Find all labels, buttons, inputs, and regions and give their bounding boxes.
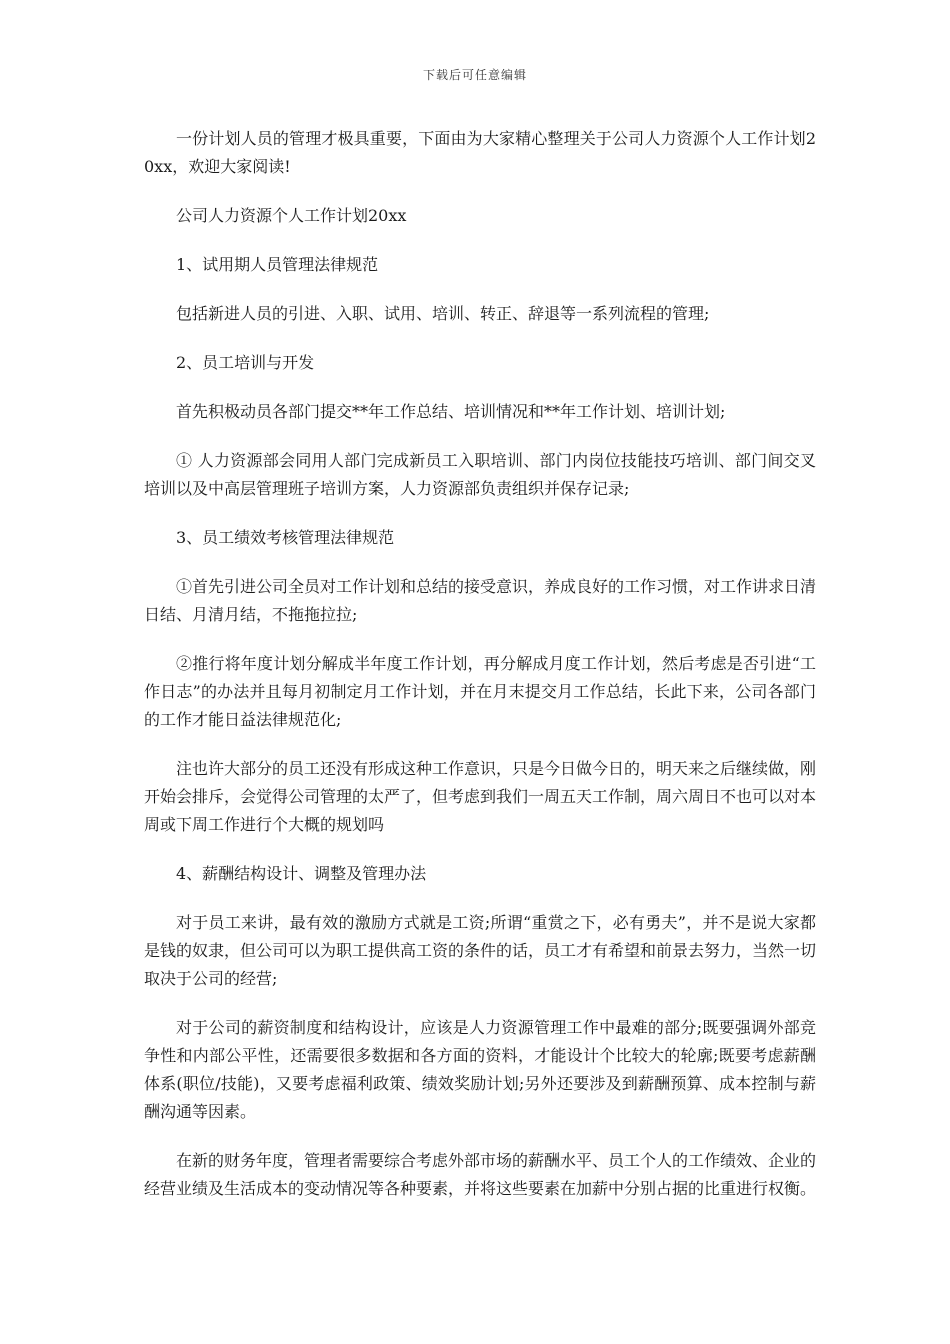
section-heading-3: 3、员工绩效考核管理法律规范 — [176, 528, 395, 547]
paragraph: 对于员工来讲，最有效的激励方式就是工资;所谓“重赏之下，必有勇夫”，并不是说大家都是钱的奴隶，但公司可以为职工提供高工资的条件的话，员工才有希望和前景去努力，当然一切取决于公司的经营; — [144, 913, 817, 988]
page-header: 下载后可任意编辑 — [422, 68, 527, 82]
section-heading-2: 2、员工培训与开发 — [176, 353, 315, 372]
paragraph: ① 人力资源部会同用人部门完成新员工入职培训、部门内岗位技能技巧培训、部门间交叉培训以及中高层管理班子培训方案，人力资源部负责组织并保存记录; — [144, 451, 816, 498]
paragraph: 包括新进人员的引进、入职、试用、培训、转正、辞退等一系列流程的管理; — [176, 304, 710, 323]
paragraph: 对于公司的薪资制度和结构设计，应该是人力资源管理工作中最难的部分;既要强调外部竞争性和内部公平性，还需要很多数据和各方面的资料，才能设计个比较大的轮廓;既要考虑薪酬体系(职位/技能)，又要考虑福利政策、绩效奖励计划;另外还要涉及到薪酬预算、成本控制与薪酬沟通等因素。 — [144, 1018, 816, 1121]
paragraph: 注也许大部分的员工还没有形成这种工作意识，只是今日做今日的，明天来之后继续做，刚开始会排斥，会觉得公司管理的太严了，但考虑到我们一周五天工作制，周六周日不也可以对本周或下周工作进行个大概的规划吗 — [144, 759, 817, 834]
paragraph: ②推行将年度计划分解成半年度工作计划，再分解成月度工作计划，然后考虑是否引进“工作日志”的办法并且每月初制定月工作计划，并在月末提交月工作总结，长此下来，公司各部门的工作才能日益法律规范化; — [144, 654, 816, 729]
section-heading-1: 1、试用期人员管理法律规范 — [176, 255, 379, 274]
intro-paragraph: 一份计划人员的管理才极具重要，下面由为大家精心整理关于公司人力资源个人工作计划20xx，欢迎大家阅读! — [144, 129, 816, 176]
section-heading-4: 4、薪酬结构设计、调整及管理办法 — [176, 864, 427, 883]
paragraph: ①首先引进公司全员对工作计划和总结的接受意识，养成良好的工作习惯，对工作讲求日清日结、月清月结，不拖拖拉拉; — [144, 577, 817, 624]
paragraph: 在新的财务年度，管理者需要综合考虑外部市场的薪酬水平、员工个人的工作绩效、企业的经营业绩及生活成本的变动情况等各种要素，并将这些要素在加薪中分别占据的比重进行权衡。 — [144, 1151, 817, 1198]
document-title: 公司人力资源个人工作计划20xx — [176, 206, 407, 225]
document-body — [144, 125, 816, 1224]
paragraph: 首先积极动员各部门提交**年工作总结、培训情况和**年工作计划、培训计划; — [176, 402, 726, 421]
